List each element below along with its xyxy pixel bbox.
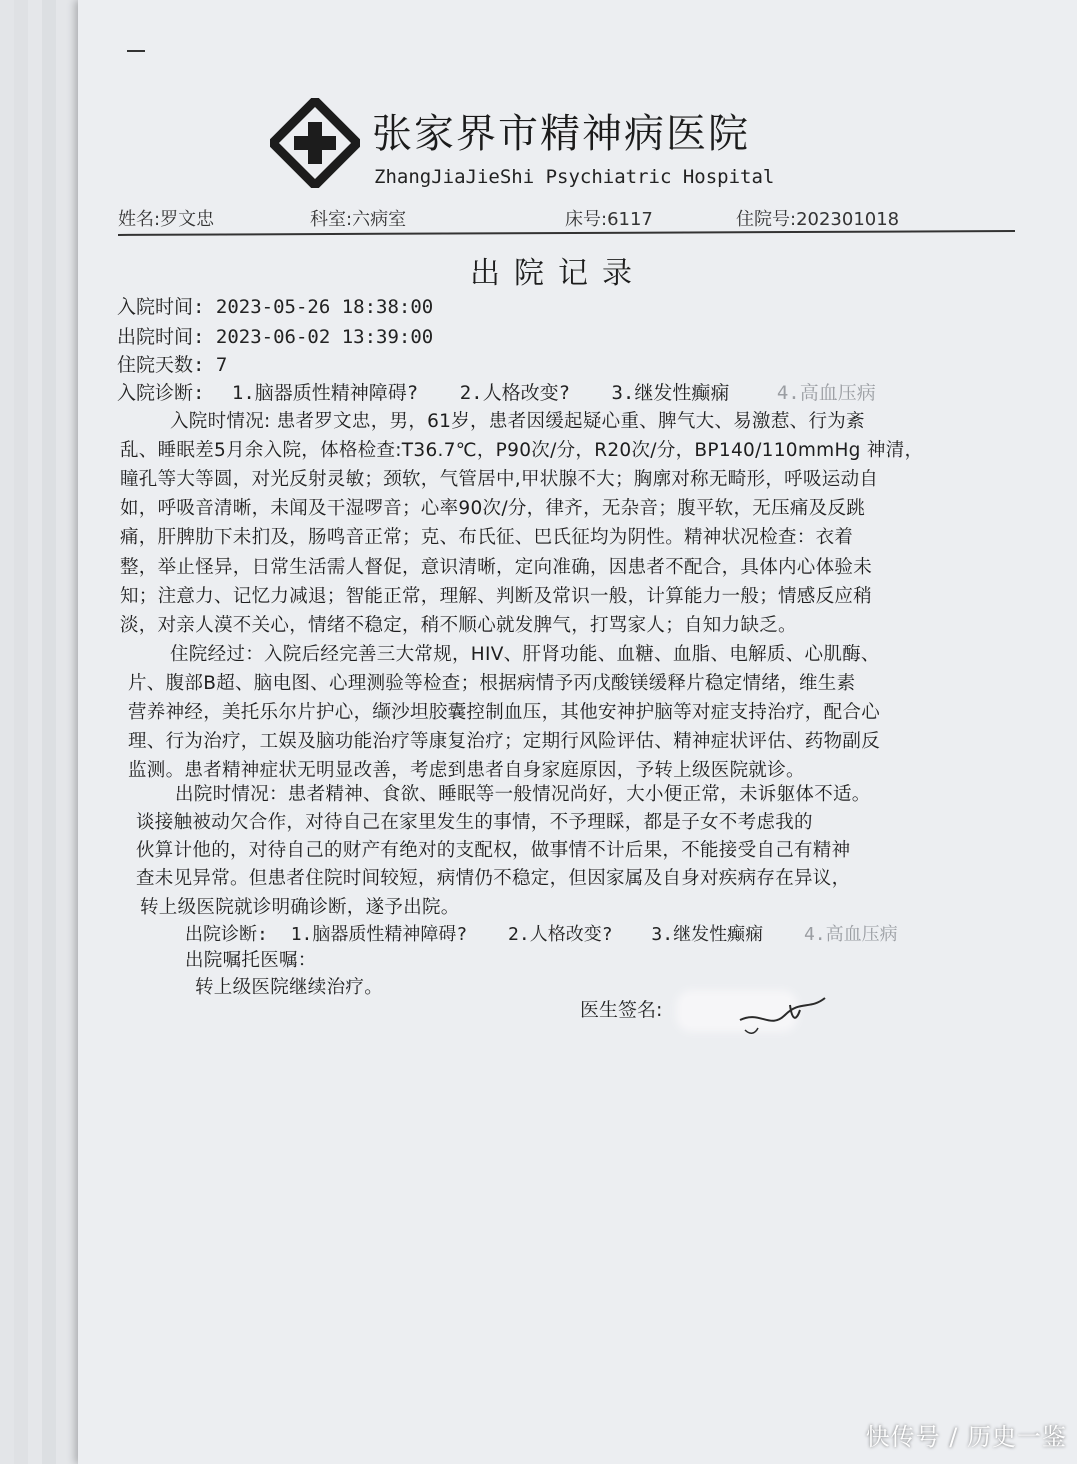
course-line: 片、腹部B超、脑电图、心理测验等检查；根据病情予丙戊酸镁缓释片稳定情绪，维生素 [128, 673, 856, 694]
admit-diagnosis-item: 3.继发性癫痫 [611, 382, 730, 404]
stay-days: 住院天数: 7 [117, 354, 228, 376]
admit-diagnosis [117, 378, 876, 405]
watermark-text: 快传号 / 历史一鉴 [865, 1423, 1067, 1451]
admit-condition-line: 乱、睡眠差5月余入院，体格检查:T36.7℃，P90次/分，R20次/分，BP140/110mmHg 神清， [120, 440, 924, 461]
discharge-diagnosis-item: 4.高血压病 [803, 924, 898, 945]
discharge-diagnosis-item: 3.继发性癫痫 [651, 924, 764, 945]
course-line: 监测。患者精神症状无明显改善，考虑到患者自身家庭原因，予转上级医院就诊。 [128, 760, 805, 781]
corner-mark [127, 50, 145, 52]
hospital-logo-icon [270, 98, 360, 188]
paper-edge [0, 0, 15, 1464]
discharge-diagnosis-item: 2.人格改变? [508, 924, 613, 945]
course-line: 理、行为治疗，工娱及脑功能治疗等康复治疗；定期行风险评估、精神症状评估、药物副反 [128, 731, 881, 752]
discharge-condition-line: 出院时情况：患者精神、食欲、睡眠等一般情况尚好，大小便正常，未诉躯体不适。 [175, 784, 871, 805]
admit-condition-line: 痛，肝脾肋下未扪及，肠鸣音正常；克、布氏征、巴氏征均为阴性。精神状况检查：衣着 [120, 527, 854, 548]
signature-stroke [730, 990, 830, 1040]
admit-condition-line: 知；注意力、记忆力减退；智能正常，理解、判断及常识一般，计算能力一般；情感反应稍 [120, 586, 873, 607]
discharge-time: 出院时间: 2023-06-02 13:39:00 [117, 326, 434, 348]
admit-diagnosis-label: 入院诊断: [117, 382, 205, 404]
admit-diagnosis-item: 1.脑器质性精神障碍? [231, 382, 419, 404]
patient-name: 姓名:罗文忠 [118, 209, 215, 230]
paper-edge [56, 0, 79, 1464]
admit-diagnosis-item: 4.高血压病 [776, 382, 876, 404]
bed-number: 床号:6117 [565, 209, 653, 230]
discharge-diagnosis-label: 出院诊断: [185, 924, 268, 945]
discharge-condition-line: 转上级医院就诊明确诊断，遂予出院。 [140, 897, 460, 918]
admit-time: 入院时间: 2023-05-26 18:38:00 [117, 296, 434, 318]
course-line: 营养神经，美托乐尔片护心，缬沙坦胶囊控制血压，其他安神护脑等对症支持治疗，配合心 [128, 702, 881, 723]
paper-edge [14, 0, 29, 1464]
hospital-name-en: ZhangJiaJieShi Psychiatric Hospital [374, 166, 775, 188]
admission-number: 住院号:202301018 [736, 209, 900, 230]
course-line: 住院经过：入院后经完善三大常规，HIV、肝肾功能、血糖、血脂、电解质、心肌酶、 [170, 644, 880, 665]
admit-condition-line: 如，呼吸音清晰，未闻及干湿啰音；心率90次/分，律齐，无杂音；腹平软，无压痛及反跳 [120, 498, 866, 519]
admit-condition-line: 入院时情况: 患者罗文忠，男，61岁，患者因缓起疑心重、脾气大、易激惹、行为紊 [170, 411, 865, 432]
paper-edge [28, 0, 43, 1464]
discharge-diagnosis [185, 920, 898, 946]
admit-condition-line: 整，举止怪异，日常生活需人督促，意识清晰，定向准确，因患者不配合，具体内心体验未 [120, 557, 873, 578]
admit-condition-line: 瞳孔等大等圆，对光反射灵敏；颈软，气管居中,甲状腺不大；胸廓对称无畸形，呼吸运动自 [120, 469, 879, 490]
record-title: 出院记录 [470, 256, 646, 291]
discharge-condition-line: 谈接触被动欠合作，对待自己在家里发生的事情，不予理睬，都是子女不考虑我的 [136, 812, 813, 833]
hospital-name-cn: 张家界市精神病医院 [372, 111, 750, 157]
advice-text: 转上级医院继续治疗。 [195, 977, 384, 998]
discharge-diagnosis-item: 1.脑器质性精神障碍? [290, 924, 468, 945]
discharge-condition-line: 伙算计他的，对待自己的财产有绝对的支配权，做事情不计后果，不能接受自己有精神 [136, 840, 851, 861]
department: 科室:六病室 [310, 209, 407, 230]
admit-diagnosis-item: 2.人格改变? [459, 382, 571, 404]
admit-condition-line: 淡，对亲人漠不关心，情绪不稳定，稍不顺心就发脾气，打骂家人；自知力缺乏。 [120, 615, 797, 636]
paper-edge [42, 0, 57, 1464]
advice-label: 出院嘱托医嘱： [185, 950, 317, 971]
signature-label: 医生签名: [580, 999, 663, 1021]
discharge-condition-line: 查未见异常。但患者住院时间较短，病情仍不稳定，但因家属及自身对疾病存在异议， [136, 868, 851, 889]
